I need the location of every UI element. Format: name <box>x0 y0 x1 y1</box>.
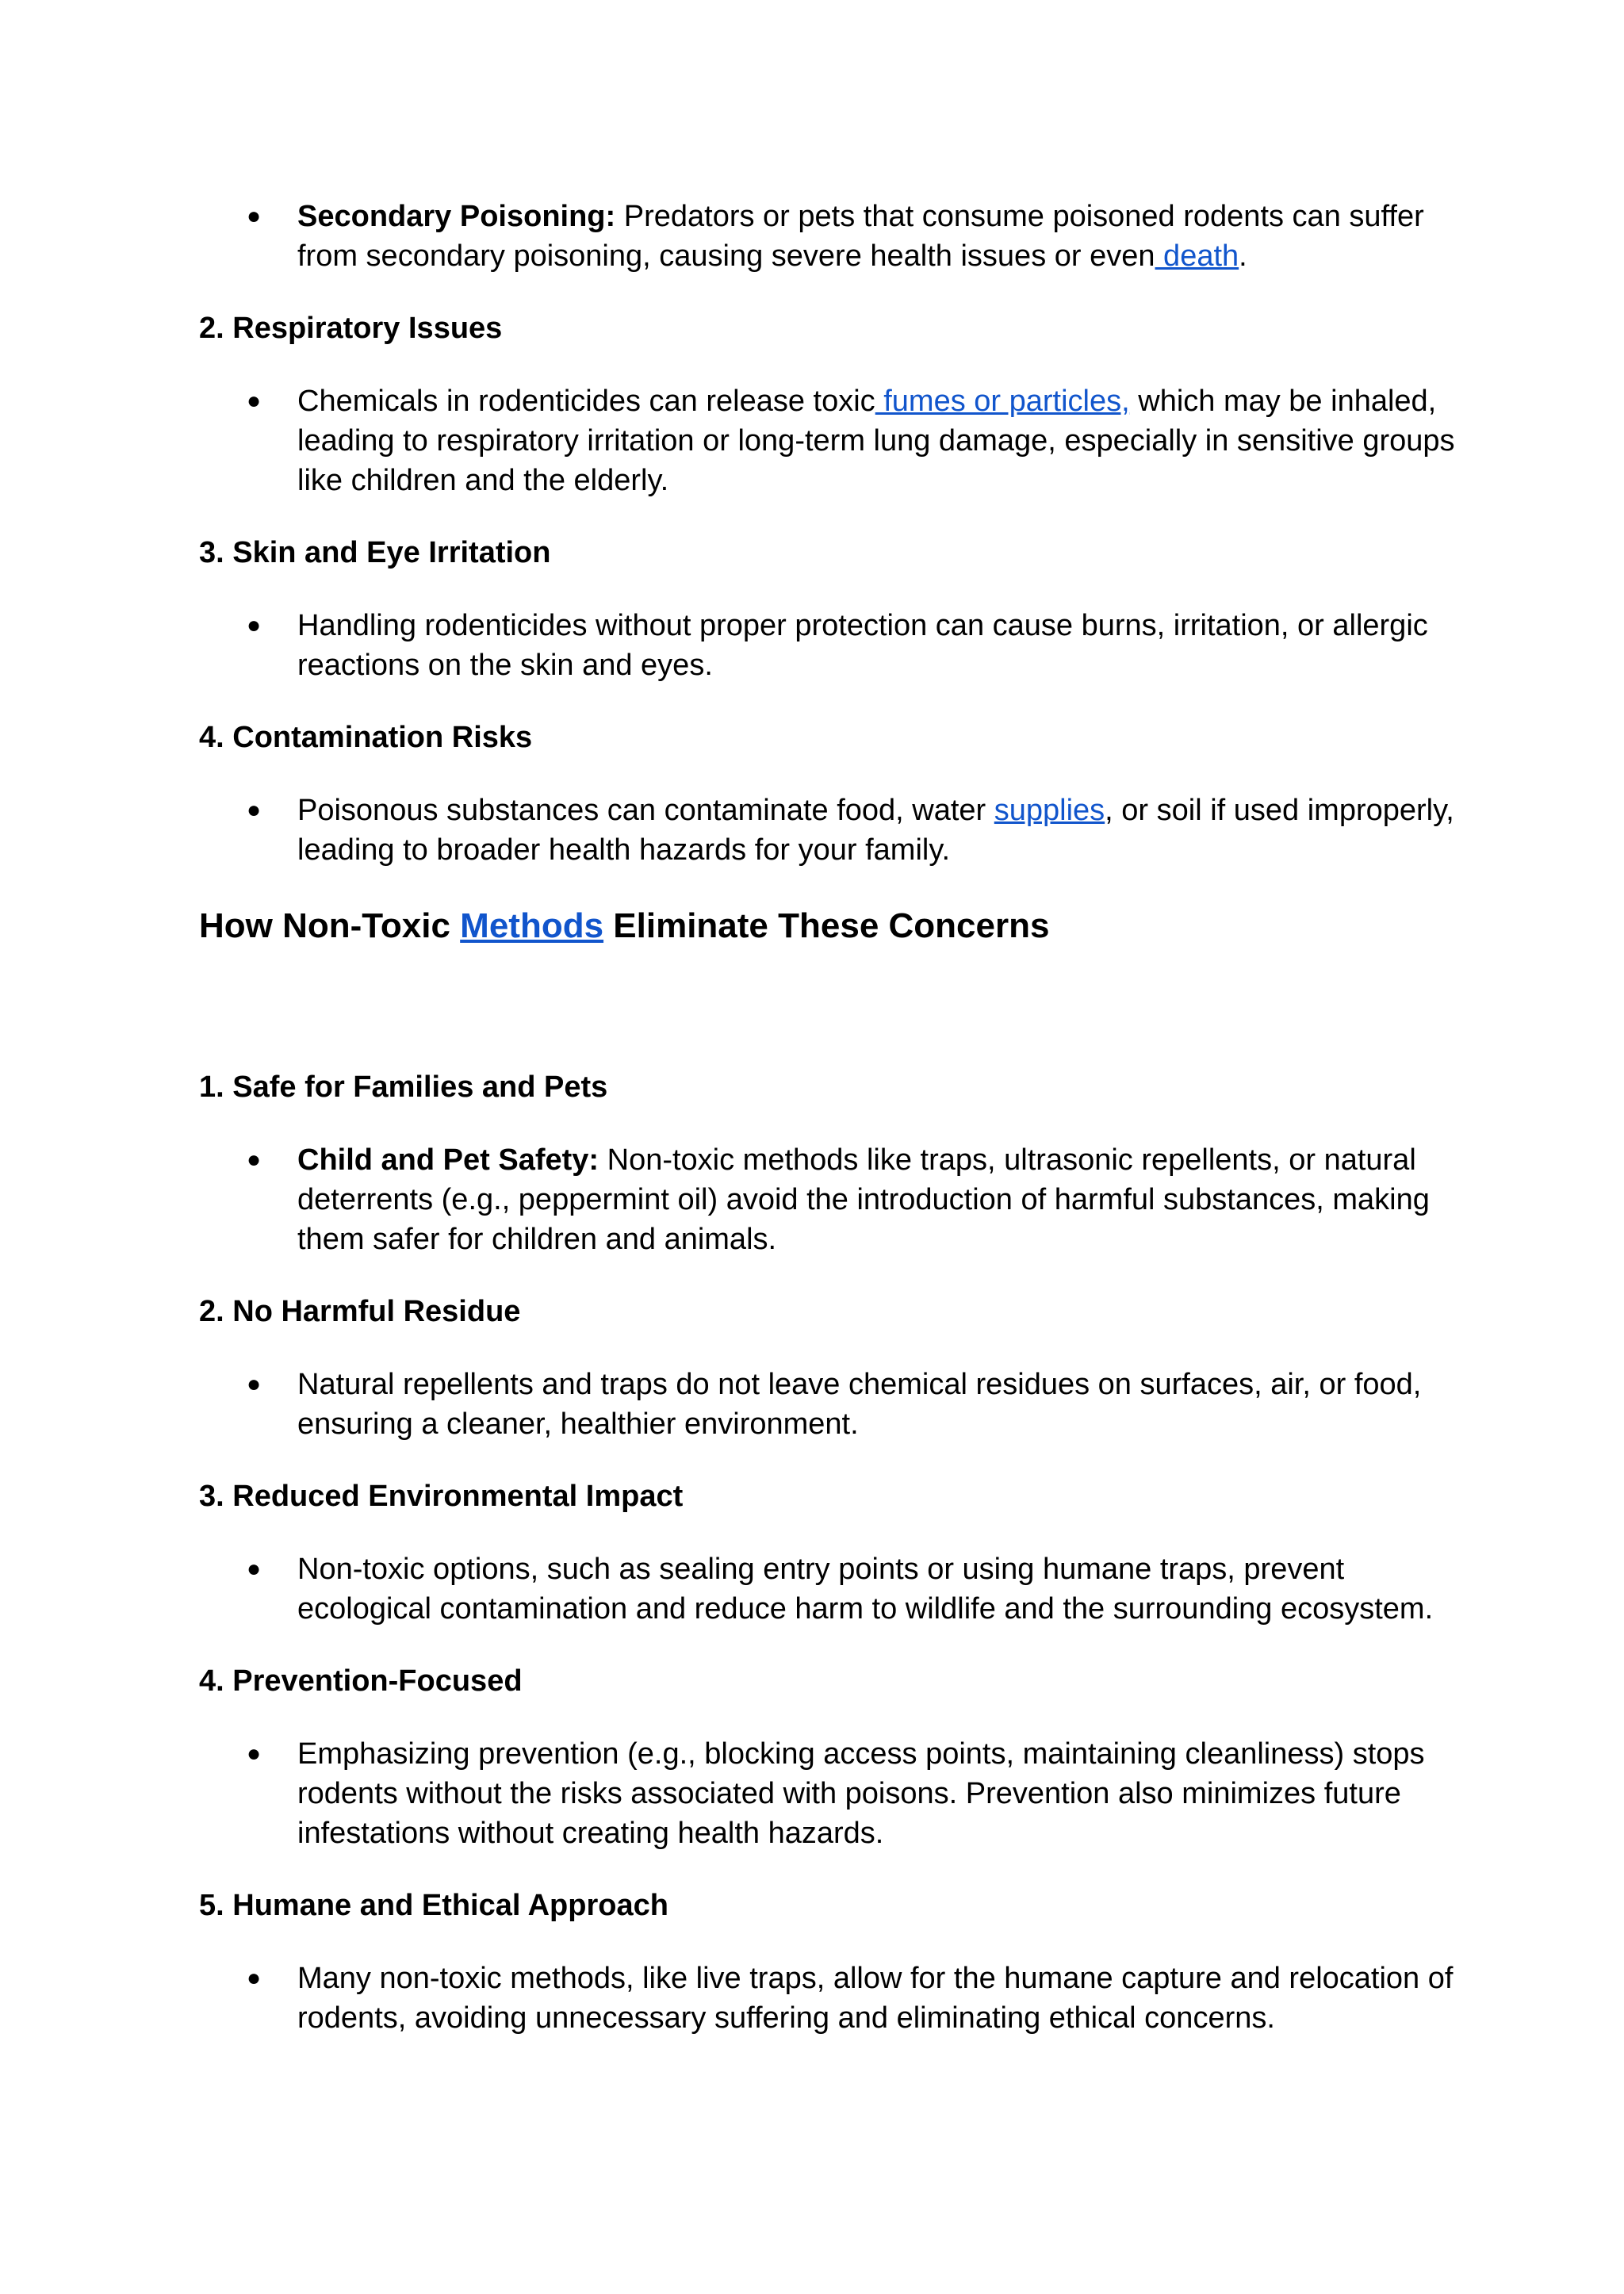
bullet-child-pet-safety <box>199 1140 1481 1259</box>
link-methods[interactable]: Methods <box>460 906 604 945</box>
link-supplies[interactable]: supplies <box>994 794 1105 827</box>
bullet-dot: ● <box>247 1965 262 1991</box>
bullet-no-residue <box>199 1365 1481 1444</box>
bullet-text: Natural repellents and traps do not leave chemical residues on surfaces, air, or food, ensuring a cleaner, healthier environment. <box>297 1368 1422 1441</box>
bullet-text: Non-toxic methods like traps, ultrasonic repellents, or natural deterrents (e.g., peppermint oil) avoid the introduction of harmful substances, making them safer for children and animals. <box>297 1143 1430 1256</box>
bullet-secondary-poisoning <box>199 197 1481 276</box>
bullet-dot: ● <box>247 1556 262 1582</box>
link-death[interactable]: death <box>1155 239 1239 273</box>
section-heading-non-toxic-methods <box>199 904 1481 948</box>
bullet-dot: ● <box>247 1371 262 1397</box>
subhead-contamination-risks: 4. Contamination Risks <box>199 721 533 754</box>
bullet-text-end: which may be inhaled, leading to respiratory irritation or long-term lung damage, especially in sensitive groups like children and the elderly. <box>297 385 1455 497</box>
bullet-humane <box>199 1959 1481 2038</box>
bullet-dot: ● <box>247 203 262 229</box>
bullet-dot: ● <box>247 797 262 823</box>
subhead-humane-ethical: 5. Humane and Ethical Approach <box>199 1889 668 1922</box>
subhead-reduced-environmental-impact: 3. Reduced Environmental Impact <box>199 1480 684 1513</box>
link-fumes-or-particles[interactable]: fumes or particles, <box>875 385 1130 418</box>
bullet-label: Secondary Poisoning: <box>297 200 616 233</box>
subhead-safe-families-pets: 1. Safe for Families and Pets <box>199 1070 608 1104</box>
bullet-text-end: . <box>1239 239 1247 273</box>
bullet-label: Child and Pet Safety: <box>297 1143 599 1177</box>
bullet-dot: ● <box>247 1741 262 1767</box>
bullet-prevention <box>199 1734 1481 1853</box>
bullet-text: Chemicals in rodenticides can release toxic <box>297 385 875 418</box>
bullet-text: Handling rodenticides without proper protection can cause burns, irritation, or allergic reactions on the skin and eyes. <box>297 609 1428 682</box>
bullet-text-end: , or soil if used improperly, leading to broader health hazards for your family. <box>297 794 1454 867</box>
bullet-dot: ● <box>247 612 262 638</box>
bullet-contamination <box>199 791 1481 870</box>
subhead-skin-eye-irritation: 3. Skin and Eye Irritation <box>199 536 551 569</box>
subhead-prevention-focused: 4. Prevention-Focused <box>199 1664 523 1698</box>
bullet-text: Predators or pets that consume poisoned rodents can suffer from secondary poisoning, causing severe health issues or even <box>297 200 1424 273</box>
subhead-respiratory-issues: 2. Respiratory Issues <box>199 312 503 345</box>
bullet-skin-eye <box>199 606 1481 685</box>
bullet-respiratory <box>199 381 1481 500</box>
bullet-dot: ● <box>247 388 262 414</box>
bullet-environmental <box>199 1549 1481 1629</box>
bullet-dot: ● <box>247 1147 262 1173</box>
bullet-text: Poisonous substances can contaminate food, water <box>297 794 994 827</box>
bullet-text: Emphasizing prevention (e.g., blocking access points, maintaining cleanliness) stops rodents without the risks associated with poisons. Prevention also minimizes future infestations without creating health hazards. <box>297 1737 1425 1850</box>
heading-text-end: Eliminate These Concerns <box>603 906 1050 945</box>
subhead-no-harmful-residue: 2. No Harmful Residue <box>199 1295 521 1328</box>
bullet-text: Non-toxic options, such as sealing entry points or using humane traps, prevent ecological contamination and reduce harm to wildlife and the surrounding ecosystem. <box>297 1553 1434 1626</box>
heading-text: How Non-Toxic <box>199 906 461 945</box>
bullet-text: Many non-toxic methods, like live traps, allow for the humane capture and relocation of rodents, avoiding unnecessary suffering and eliminating ethical concerns. <box>297 1962 1454 2035</box>
